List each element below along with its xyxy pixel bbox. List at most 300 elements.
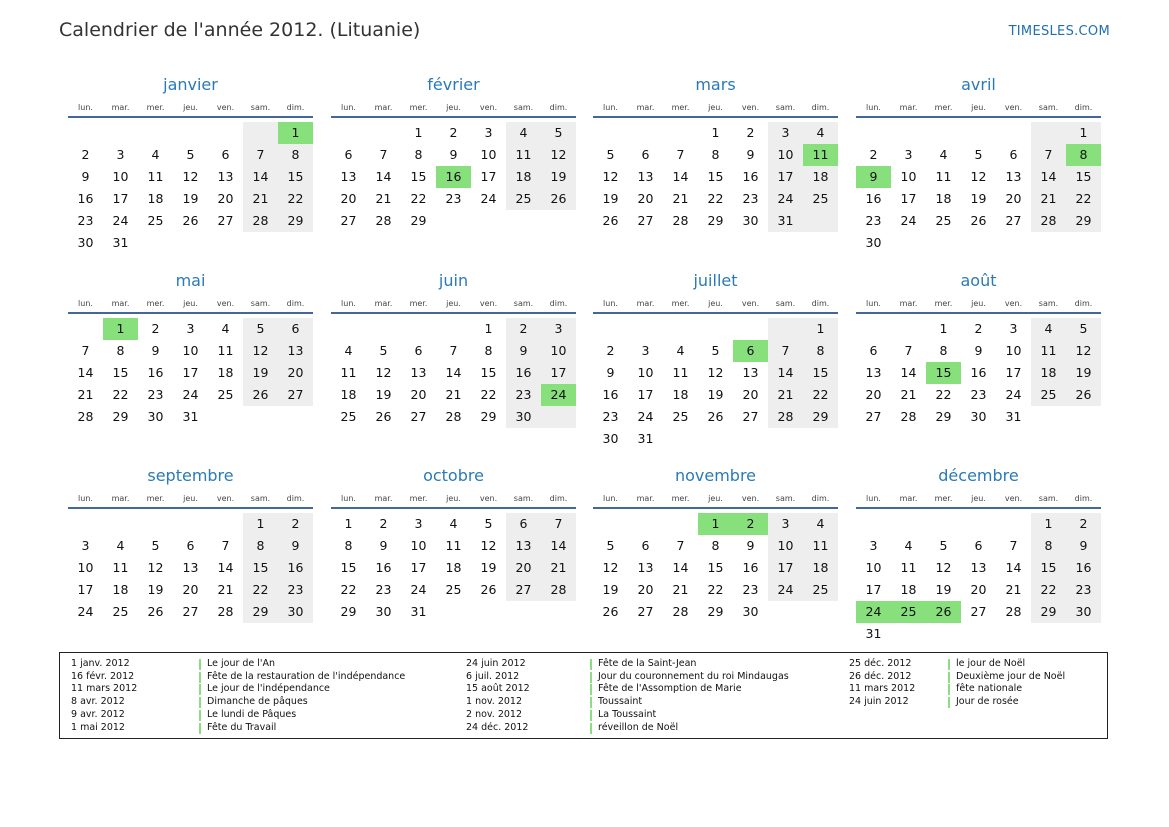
weekday-header: sam. (250, 299, 271, 308)
day-cell: 16 (1066, 557, 1101, 579)
page-title: Calendrier de l'année 2012. (Lituanie) (59, 19, 421, 41)
day-cell: 15 (410, 169, 427, 184)
day-cell: 6 (221, 147, 230, 162)
day-cell: 6 (506, 513, 541, 535)
day-cell: 16 (602, 387, 619, 402)
legend-date: 26 déc. 2012 (849, 670, 912, 682)
day-cell: 9 (449, 147, 458, 162)
day-cell: 5 (484, 516, 493, 531)
day-cell: 7 (904, 343, 913, 358)
day-cell: 6 (1009, 147, 1018, 162)
day-cell: 23 (375, 582, 392, 597)
day-cell: 27 (506, 579, 541, 601)
day-cell: 29 (803, 406, 838, 428)
day-cell: 12 (541, 144, 576, 166)
day-cell: 20 (340, 191, 357, 206)
month-header-rule (68, 312, 313, 314)
day-cell: 5 (711, 343, 720, 358)
day-cell: 25 (112, 604, 129, 619)
day-cell: 18 (340, 387, 357, 402)
month-name: juin (438, 271, 469, 290)
day-cell: 13 (506, 535, 541, 557)
day-cell: 5 (974, 147, 983, 162)
holiday-day-cell: 1 (278, 122, 313, 144)
day-cell: 19 (375, 387, 392, 402)
day-cell: 3 (81, 538, 90, 553)
day-cell: 10 (112, 169, 129, 184)
day-cell: 8 (344, 538, 353, 553)
day-cell: 5 (1066, 318, 1101, 340)
day-cell: 13 (970, 560, 987, 575)
weekday-header: lun. (866, 494, 881, 503)
day-cell: 7 (1031, 144, 1066, 166)
day-cell: 10 (480, 147, 497, 162)
day-cell: 30 (147, 409, 164, 424)
day-cell: 8 (803, 340, 838, 362)
day-cell: 17 (182, 365, 199, 380)
day-cell: 20 (970, 582, 987, 597)
day-cell: 4 (1031, 318, 1066, 340)
day-cell: 18 (112, 582, 129, 597)
weekday-header: jeu. (183, 494, 198, 503)
day-cell: 30 (77, 235, 94, 250)
legend-date: 24 juin 2012 (849, 696, 909, 708)
day-cell: 7 (676, 538, 685, 553)
day-cell: 24 (182, 387, 199, 402)
weekday-header: ven. (216, 299, 235, 308)
month-name: février (427, 75, 480, 94)
weekday-header: lun. (78, 494, 93, 503)
weekday-header: sam. (1038, 494, 1059, 503)
day-cell: 4 (116, 538, 125, 553)
day-cell: 3 (116, 147, 125, 162)
day-cell: 21 (672, 582, 689, 597)
day-cell: 16 (742, 169, 759, 184)
weekday-header: lun. (866, 299, 881, 308)
day-cell: 15 (1031, 557, 1066, 579)
legend-holiday-name: Le jour de l'indépendance (207, 683, 330, 695)
day-cell: 10 (182, 343, 199, 358)
day-cell: 7 (221, 538, 230, 553)
day-cell: 18 (445, 560, 462, 575)
day-cell: 22 (410, 191, 427, 206)
day-cell: 8 (1031, 535, 1066, 557)
weekday-header: jeu. (708, 494, 723, 503)
day-cell: 15 (803, 362, 838, 384)
day-cell: 30 (1066, 601, 1101, 623)
day-cell: 22 (1066, 188, 1101, 210)
holiday-day-cell: 1 (103, 318, 138, 340)
weekday-header: lun. (866, 103, 881, 112)
day-cell: 26 (243, 384, 278, 406)
day-cell: 19 (541, 166, 576, 188)
legend-holiday-marker (590, 723, 592, 734)
day-cell: 2 (606, 343, 615, 358)
day-cell: 18 (672, 387, 689, 402)
day-cell: 15 (340, 560, 357, 575)
day-cell: 17 (900, 191, 917, 206)
day-cell: 18 (900, 582, 917, 597)
day-cell: 18 (1031, 362, 1066, 384)
day-cell: 16 (970, 365, 987, 380)
weekday-header: dim. (811, 299, 830, 308)
day-cell: 18 (935, 191, 952, 206)
day-cell: 30 (278, 601, 313, 623)
day-cell: 14 (375, 169, 392, 184)
day-cell: 26 (707, 409, 724, 424)
day-cell: 11 (803, 535, 838, 557)
day-cell: 19 (480, 560, 497, 575)
day-cell: 16 (742, 560, 759, 575)
day-cell: 28 (768, 406, 803, 428)
day-cell: 12 (1066, 340, 1101, 362)
weekday-header: dim. (811, 103, 830, 112)
day-cell: 12 (935, 560, 952, 575)
day-cell: 21 (77, 387, 94, 402)
day-cell: 19 (243, 362, 278, 384)
day-cell: 20 (506, 557, 541, 579)
day-cell: 15 (707, 169, 724, 184)
day-cell: 2 (379, 516, 388, 531)
day-cell: 19 (707, 387, 724, 402)
weekday-header: ven. (1004, 494, 1023, 503)
day-cell: 17 (768, 166, 803, 188)
day-cell: 3 (1009, 321, 1018, 336)
day-cell: 20 (410, 387, 427, 402)
day-cell: 23 (1066, 579, 1101, 601)
day-cell: 2 (81, 147, 90, 162)
weekend-blank-cell (803, 210, 838, 232)
day-cell: 27 (970, 604, 987, 619)
weekday-header: lun. (603, 103, 618, 112)
day-cell: 17 (865, 582, 882, 597)
day-cell: 3 (869, 538, 878, 553)
day-cell: 11 (217, 343, 234, 358)
weekday-header: sam. (775, 494, 796, 503)
day-cell: 19 (602, 191, 619, 206)
weekday-header: sam. (513, 103, 534, 112)
weekday-header: dim. (549, 299, 568, 308)
weekday-header: mar. (111, 103, 130, 112)
day-cell: 9 (1066, 535, 1101, 557)
day-cell: 22 (707, 582, 724, 597)
weekday-header: jeu. (183, 299, 198, 308)
day-cell: 22 (112, 387, 129, 402)
day-cell: 31 (637, 431, 654, 446)
day-cell: 3 (414, 516, 423, 531)
day-cell: 9 (746, 538, 755, 553)
legend-date: 6 juil. 2012 (466, 670, 520, 682)
holiday-day-cell: 26 (926, 601, 961, 623)
month-name: août (960, 271, 997, 290)
day-cell: 7 (676, 147, 685, 162)
day-cell: 1 (344, 516, 353, 531)
weekday-header: jeu. (183, 103, 198, 112)
legend-holiday-name: Toussaint (598, 696, 643, 708)
day-cell: 16 (77, 191, 94, 206)
weekday-header: mar. (636, 494, 655, 503)
day-cell: 16 (278, 557, 313, 579)
month-name: décembre (938, 466, 1019, 485)
day-cell: 2 (449, 125, 458, 140)
day-cell: 3 (904, 147, 913, 162)
day-cell: 6 (974, 538, 983, 553)
day-cell: 22 (707, 191, 724, 206)
day-cell: 14 (217, 560, 234, 575)
day-cell: 10 (410, 538, 427, 553)
day-cell: 4 (344, 343, 353, 358)
weekday-header: mer. (146, 494, 165, 503)
month-header-rule (593, 312, 838, 314)
weekday-header: dim. (549, 103, 568, 112)
day-cell: 9 (81, 169, 90, 184)
holiday-day-cell: 25 (891, 601, 926, 623)
day-cell: 28 (672, 213, 689, 228)
day-cell: 10 (77, 560, 94, 575)
day-cell: 25 (217, 387, 234, 402)
weekday-header: ven. (479, 494, 498, 503)
weekday-header: sam. (1038, 299, 1059, 308)
weekday-header: mer. (671, 103, 690, 112)
weekday-header: ven. (1004, 103, 1023, 112)
day-cell: 10 (768, 535, 803, 557)
weekday-header: mar. (374, 494, 393, 503)
day-cell: 16 (865, 191, 882, 206)
month-header-rule (856, 312, 1101, 314)
day-cell: 29 (410, 213, 427, 228)
holiday-day-cell: 9 (856, 166, 891, 188)
day-cell: 21 (768, 384, 803, 406)
day-cell: 29 (278, 210, 313, 232)
day-cell: 18 (147, 191, 164, 206)
day-cell: 21 (1005, 582, 1022, 597)
day-cell: 14 (768, 362, 803, 384)
weekday-header: mer. (409, 299, 428, 308)
day-cell: 30 (865, 235, 882, 250)
legend-holiday-name: Jour de rosée (956, 696, 1019, 708)
day-cell: 22 (480, 387, 497, 402)
day-cell: 13 (278, 340, 313, 362)
month-name: mars (695, 75, 736, 94)
day-cell: 1 (1066, 122, 1101, 144)
legend-date: 25 déc. 2012 (849, 658, 912, 669)
weekday-header: mar. (636, 299, 655, 308)
legend-holiday-name: Fête de la Saint-Jean (598, 658, 697, 669)
weekday-header: lun. (603, 299, 618, 308)
legend-date: 11 mars 2012 (849, 683, 916, 695)
day-cell: 22 (1031, 579, 1066, 601)
day-cell: 20 (217, 191, 234, 206)
day-cell: 1 (243, 513, 278, 535)
day-cell: 2 (746, 125, 755, 140)
day-cell: 21 (243, 188, 278, 210)
day-cell: 13 (182, 560, 199, 575)
weekday-header: mar. (111, 299, 130, 308)
day-cell: 3 (484, 125, 493, 140)
legend-holiday-name: le jour de Noël (956, 658, 1026, 669)
weekday-header: dim. (286, 494, 305, 503)
day-cell: 11 (340, 365, 357, 380)
day-cell: 16 (147, 365, 164, 380)
day-cell: 19 (147, 582, 164, 597)
day-cell: 30 (742, 604, 759, 619)
day-cell: 4 (506, 122, 541, 144)
day-cell: 27 (637, 604, 654, 619)
day-cell: 7 (541, 513, 576, 535)
legend-holiday-marker (199, 723, 201, 734)
day-cell: 22 (803, 384, 838, 406)
day-cell: 21 (541, 557, 576, 579)
weekday-header: ven. (1004, 299, 1023, 308)
day-cell: 17 (480, 169, 497, 184)
day-cell: 27 (182, 604, 199, 619)
day-cell: 23 (742, 582, 759, 597)
day-cell: 31 (768, 210, 803, 232)
day-cell: 5 (243, 318, 278, 340)
holiday-legend (59, 652, 1108, 739)
day-cell: 30 (970, 409, 987, 424)
day-cell: 29 (480, 409, 497, 424)
day-cell: 9 (506, 340, 541, 362)
weekend-blank-cell (243, 122, 278, 144)
legend-date: 11 mars 2012 (71, 683, 138, 695)
legend-holiday-marker (590, 697, 592, 708)
day-cell: 14 (1031, 166, 1066, 188)
day-cell: 24 (410, 582, 427, 597)
day-cell: 11 (935, 169, 952, 184)
day-cell: 28 (243, 210, 278, 232)
weekday-header: dim. (811, 494, 830, 503)
day-cell: 15 (243, 557, 278, 579)
day-cell: 10 (637, 365, 654, 380)
weekday-header: sam. (250, 103, 271, 112)
weekday-header: ven. (741, 494, 760, 503)
day-cell: 30 (375, 604, 392, 619)
weekday-header: mer. (671, 299, 690, 308)
day-cell: 19 (182, 191, 199, 206)
day-cell: 13 (1005, 169, 1022, 184)
day-cell: 5 (186, 147, 195, 162)
day-cell: 27 (637, 213, 654, 228)
day-cell: 28 (672, 604, 689, 619)
day-cell: 21 (672, 191, 689, 206)
legend-holiday-marker (590, 659, 592, 670)
weekday-header: jeu. (971, 494, 986, 503)
legend-holiday-marker (199, 710, 201, 721)
day-cell: 12 (970, 169, 987, 184)
day-cell: 24 (1005, 387, 1022, 402)
day-cell: 26 (147, 604, 164, 619)
day-cell: 21 (1031, 188, 1066, 210)
month-name: janvier (163, 75, 218, 94)
weekday-header: ven. (216, 103, 235, 112)
day-cell: 10 (900, 169, 917, 184)
day-cell: 12 (707, 365, 724, 380)
day-cell: 28 (77, 409, 94, 424)
day-cell: 18 (217, 365, 234, 380)
day-cell: 7 (379, 147, 388, 162)
weekday-header: mar. (374, 299, 393, 308)
day-cell: 26 (480, 582, 497, 597)
day-cell: 4 (221, 321, 230, 336)
day-cell: 8 (243, 535, 278, 557)
legend-date: 24 juin 2012 (466, 658, 526, 669)
day-cell: 14 (900, 365, 917, 380)
day-cell: 29 (707, 213, 724, 228)
day-cell: 17 (768, 557, 803, 579)
day-cell: 26 (541, 188, 576, 210)
day-cell: 11 (506, 144, 541, 166)
day-cell: 29 (935, 409, 952, 424)
day-cell: 23 (77, 213, 94, 228)
day-cell: 7 (81, 343, 90, 358)
day-cell: 17 (637, 387, 654, 402)
weekday-header: lun. (603, 494, 618, 503)
day-cell: 29 (340, 604, 357, 619)
legend-holiday-marker (199, 697, 201, 708)
day-cell: 15 (480, 365, 497, 380)
day-cell: 24 (900, 213, 917, 228)
weekday-header: dim. (1074, 494, 1093, 503)
weekday-header: ven. (741, 299, 760, 308)
day-cell: 4 (803, 122, 838, 144)
day-cell: 17 (77, 582, 94, 597)
day-cell: 13 (410, 365, 427, 380)
day-cell: 7 (243, 144, 278, 166)
day-cell: 25 (803, 188, 838, 210)
month-name: septembre (147, 466, 234, 485)
day-cell: 13 (637, 169, 654, 184)
day-cell: 19 (1066, 362, 1101, 384)
day-cell: 20 (865, 387, 882, 402)
day-cell: 18 (506, 166, 541, 188)
site-brand-link[interactable]: TIMESLES.COM (1008, 24, 1110, 39)
day-cell: 9 (606, 365, 615, 380)
weekday-header: lun. (78, 299, 93, 308)
legend-holiday-name: Jour du couronnement du roi Mindaugas (598, 670, 789, 682)
day-cell: 12 (147, 560, 164, 575)
day-cell: 28 (1005, 604, 1022, 619)
day-cell: 7 (449, 343, 458, 358)
day-cell: 4 (151, 147, 160, 162)
day-cell: 22 (340, 582, 357, 597)
weekday-header: lun. (78, 103, 93, 112)
day-cell: 17 (112, 191, 129, 206)
day-cell: 28 (217, 604, 234, 619)
day-cell: 8 (484, 343, 493, 358)
holiday-day-cell: 11 (803, 144, 838, 166)
weekday-header: mer. (934, 103, 953, 112)
weekday-header: jeu. (446, 494, 461, 503)
month-header-rule (856, 116, 1101, 118)
day-cell: 6 (641, 147, 650, 162)
weekday-header: mer. (146, 299, 165, 308)
weekday-header: lun. (341, 494, 356, 503)
day-cell: 4 (939, 147, 948, 162)
day-cell: 5 (541, 122, 576, 144)
day-cell: 30 (506, 406, 541, 428)
day-cell: 23 (506, 384, 541, 406)
weekday-header: ven. (741, 103, 760, 112)
legend-holiday-name: Le jour de l'An (207, 658, 276, 669)
day-cell: 28 (445, 409, 462, 424)
day-cell: 9 (278, 535, 313, 557)
day-cell: 12 (602, 560, 619, 575)
day-cell: 27 (742, 409, 759, 424)
day-cell: 1 (803, 318, 838, 340)
day-cell: 9 (746, 147, 755, 162)
day-cell: 10 (541, 340, 576, 362)
